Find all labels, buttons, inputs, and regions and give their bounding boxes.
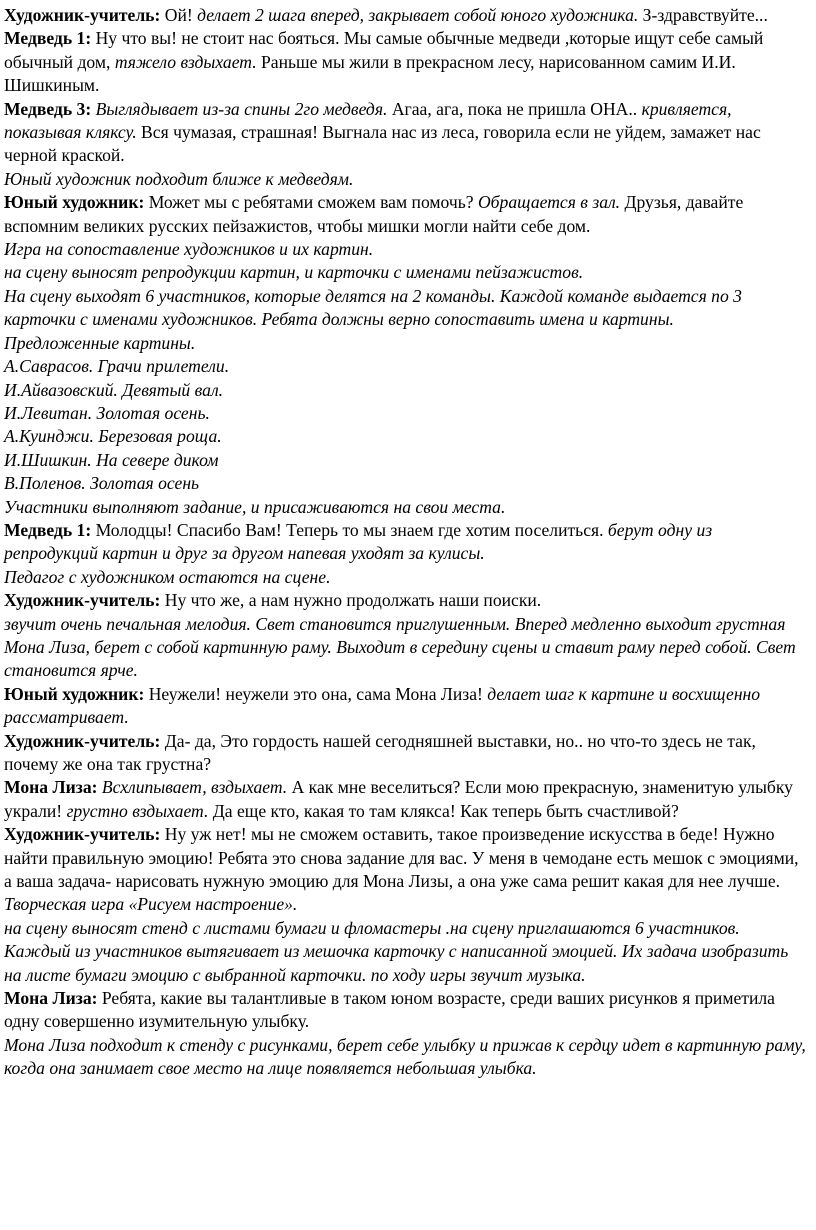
script-paragraph xyxy=(4,261,808,284)
stage-direction: Мона Лиза подходит к стенду с рисунками, берет себе улыбку и прижав к сердцу идет в картинную раму, когда она занимает свое место на лице появляется небольшая улыбка. xyxy=(4,1034,806,1079)
stage-direction: берут одну из репродукций картин и друг за другом напевая уходят за кулисы. xyxy=(4,519,713,564)
script-paragraph xyxy=(4,472,808,495)
dialogue-text: Друзья, давайте вспомним великих русских пейзажистов, чтобы мишки могли найти себе дом. xyxy=(4,192,744,236)
speaker-label: Художник-учитель: xyxy=(4,590,161,611)
script-paragraph xyxy=(4,332,808,355)
script-paragraph xyxy=(4,730,808,777)
script-paragraph xyxy=(4,238,808,261)
script-paragraph xyxy=(4,379,808,402)
script-paragraph xyxy=(4,776,808,823)
stage-direction: Всхлипывает, вздыхает. xyxy=(101,777,288,798)
script-paragraph xyxy=(4,683,808,730)
stage-direction: И.Шишкин. На севере диком xyxy=(4,449,219,470)
stage-direction: В.Поленов. Золотая осень xyxy=(4,473,200,494)
stage-direction: грустно вздыхает. xyxy=(66,800,209,821)
script-paragraph xyxy=(4,98,808,168)
stage-direction: Юный художник подходит ближе к медведям. xyxy=(4,168,354,189)
stage-direction: Обращается в зал. xyxy=(477,192,621,213)
stage-direction: И.Айвазовский. Девятый вал. xyxy=(4,379,224,400)
script-paragraph xyxy=(4,285,808,332)
stage-direction: звучит очень печальная мелодия. Свет становится приглушенным. Вперед медленно выходит грустная Мона Лиза, берет с собой картинную раму. Выходит в середину сцены и ставит раму перед собой. Свет становится ярче. xyxy=(4,613,796,681)
dialogue-text: Раньше мы жили в прекрасном лесу, нарисованном самим И.И. Шишкиным. xyxy=(4,51,736,96)
stage-direction: на сцену выносят стенд с листами бумаги и фломастеры .на сцену приглашаются 6 участников. Каждый из участников вытягивает из мешочка карточку с написанной эмоцией. Их задача изобразить на листе бумаги эмоцию с выбранной карточки. по ходу игры звучит музыка. xyxy=(4,917,789,985)
dialogue-text: Может мы с ребятами сможем вам помочь? xyxy=(144,192,478,213)
dialogue-text: Да еще кто, какая то там клякса! Как теперь быть счастливой? xyxy=(208,800,679,821)
speaker-label: Юный художник: xyxy=(4,192,145,213)
script-paragraph xyxy=(4,1034,808,1081)
speaker-label: Мона Лиза: xyxy=(4,777,98,798)
stage-direction: Игра на сопоставление художников и их картин. xyxy=(4,239,374,260)
script-paragraph xyxy=(4,613,808,683)
stage-direction: И.Левитан. Золотая осень. xyxy=(4,402,210,423)
script-paragraph xyxy=(4,893,808,916)
speaker-label: Медведь 3: xyxy=(4,98,92,119)
script-paragraph xyxy=(4,496,808,519)
script-paragraph xyxy=(4,425,808,448)
stage-direction: Педагог с художником остаются на сцене. xyxy=(4,566,331,587)
stage-direction: тяжело вздыхает. xyxy=(114,51,257,72)
script-paragraph xyxy=(4,566,808,589)
script-paragraph xyxy=(4,355,808,378)
stage-direction: на сцену выносят репродукции картин, и карточки с именами пейзажистов. xyxy=(4,262,584,283)
script-paragraph xyxy=(4,519,808,566)
dialogue-text: Ребята, какие вы талантливые в таком юном возрасте, среди ваших рисунков я приметила одну совершенно изумительную улыбку. xyxy=(4,988,775,1032)
stage-direction: кривляется, показывая кляксу. xyxy=(4,98,732,143)
script-paragraph xyxy=(4,987,808,1034)
script-paragraph xyxy=(4,589,808,612)
dialogue-text: Да- да, Это гордость нашей сегодняшней выставки, но.. но что-то здесь не так, почему же она так грустна? xyxy=(4,730,756,774)
stage-direction: А.Саврасов. Грачи прилетели. xyxy=(4,356,230,377)
script-paragraph xyxy=(4,168,808,191)
script-paragraph xyxy=(4,191,808,238)
stage-direction: Творческая игра «Рисуем настроение». xyxy=(4,894,298,915)
dialogue-text: Вся чумазая, страшная! Выгнала нас из леса, говорила если не уйдем, замажет нас черной краской. xyxy=(4,122,761,166)
stage-direction: делает шаг к картине и восхищенно рассматривает. xyxy=(4,683,761,728)
stage-direction: А.Куинджи. Березовая роща. xyxy=(4,426,222,447)
script-paragraph xyxy=(4,402,808,425)
script-paragraph xyxy=(4,449,808,472)
dialogue-text: Ну уж нет! мы не сможем оставить, такое произведение искусства в беде! Нужно найти правильную эмоцию! Ребята это снова задание для вас. У меня в чемодане есть мешок с эмоциями, а ваша задача- нарисовать нужную эмоцию для Мона Лизы, а она уже сама решит какая для нее лучше. xyxy=(4,824,799,892)
script-paragraph xyxy=(4,823,808,893)
stage-direction: делает 2 шага вперед, закрывает собой юного художника. xyxy=(197,5,639,25)
speaker-label: Медведь 1: xyxy=(4,519,92,540)
script-paragraph xyxy=(4,27,808,97)
speaker-label: Медведь 1: xyxy=(4,28,92,49)
dialogue-text: Ой! xyxy=(160,5,198,25)
speaker-label: Юный художник: xyxy=(4,683,145,704)
stage-direction: Предложенные картины. xyxy=(4,332,196,353)
speaker-label: Художник-учитель: xyxy=(4,5,161,25)
dialogue-text: Агаа, ага, пока не пришла ОНА.. xyxy=(387,98,642,119)
speaker-label: Мона Лиза: xyxy=(4,988,98,1009)
dialogue-text: А как мне веселиться? Если мою прекрасную, знаменитую улыбку украли! xyxy=(4,777,793,821)
dialogue-text: Ну что вы! не стоит нас бояться. Мы самые обычные медведи ,которые ищут себе самый обычный дом, xyxy=(4,28,764,72)
stage-direction: Участники выполняют задание, и присаживаются на свои места. xyxy=(4,496,506,517)
dialogue-text: Неужели! неужели это она, сама Мона Лиза! xyxy=(144,683,488,704)
dialogue-text: З-здравствуйте... xyxy=(638,5,768,25)
speaker-label: Художник-учитель: xyxy=(4,824,161,845)
speaker-label: Художник-учитель: xyxy=(4,730,161,751)
script-paragraph xyxy=(4,917,808,987)
stage-direction: Выглядывает из-за спины 2го медведя. xyxy=(95,98,388,119)
dialogue-text: Ну что же, а нам нужно продолжать наши поиски. xyxy=(160,590,542,611)
dialogue-text: Молодцы! Спасибо Вам! Теперь то мы знаем где хотим поселиться. xyxy=(91,519,608,540)
stage-direction: На сцену выходят 6 участников, которые делятся на 2 команды. Каждой команде выдается по 3 карточки с именами художников. Ребята должны верно сопоставить имена и картины. xyxy=(4,285,742,330)
script-paragraph xyxy=(4,4,808,27)
